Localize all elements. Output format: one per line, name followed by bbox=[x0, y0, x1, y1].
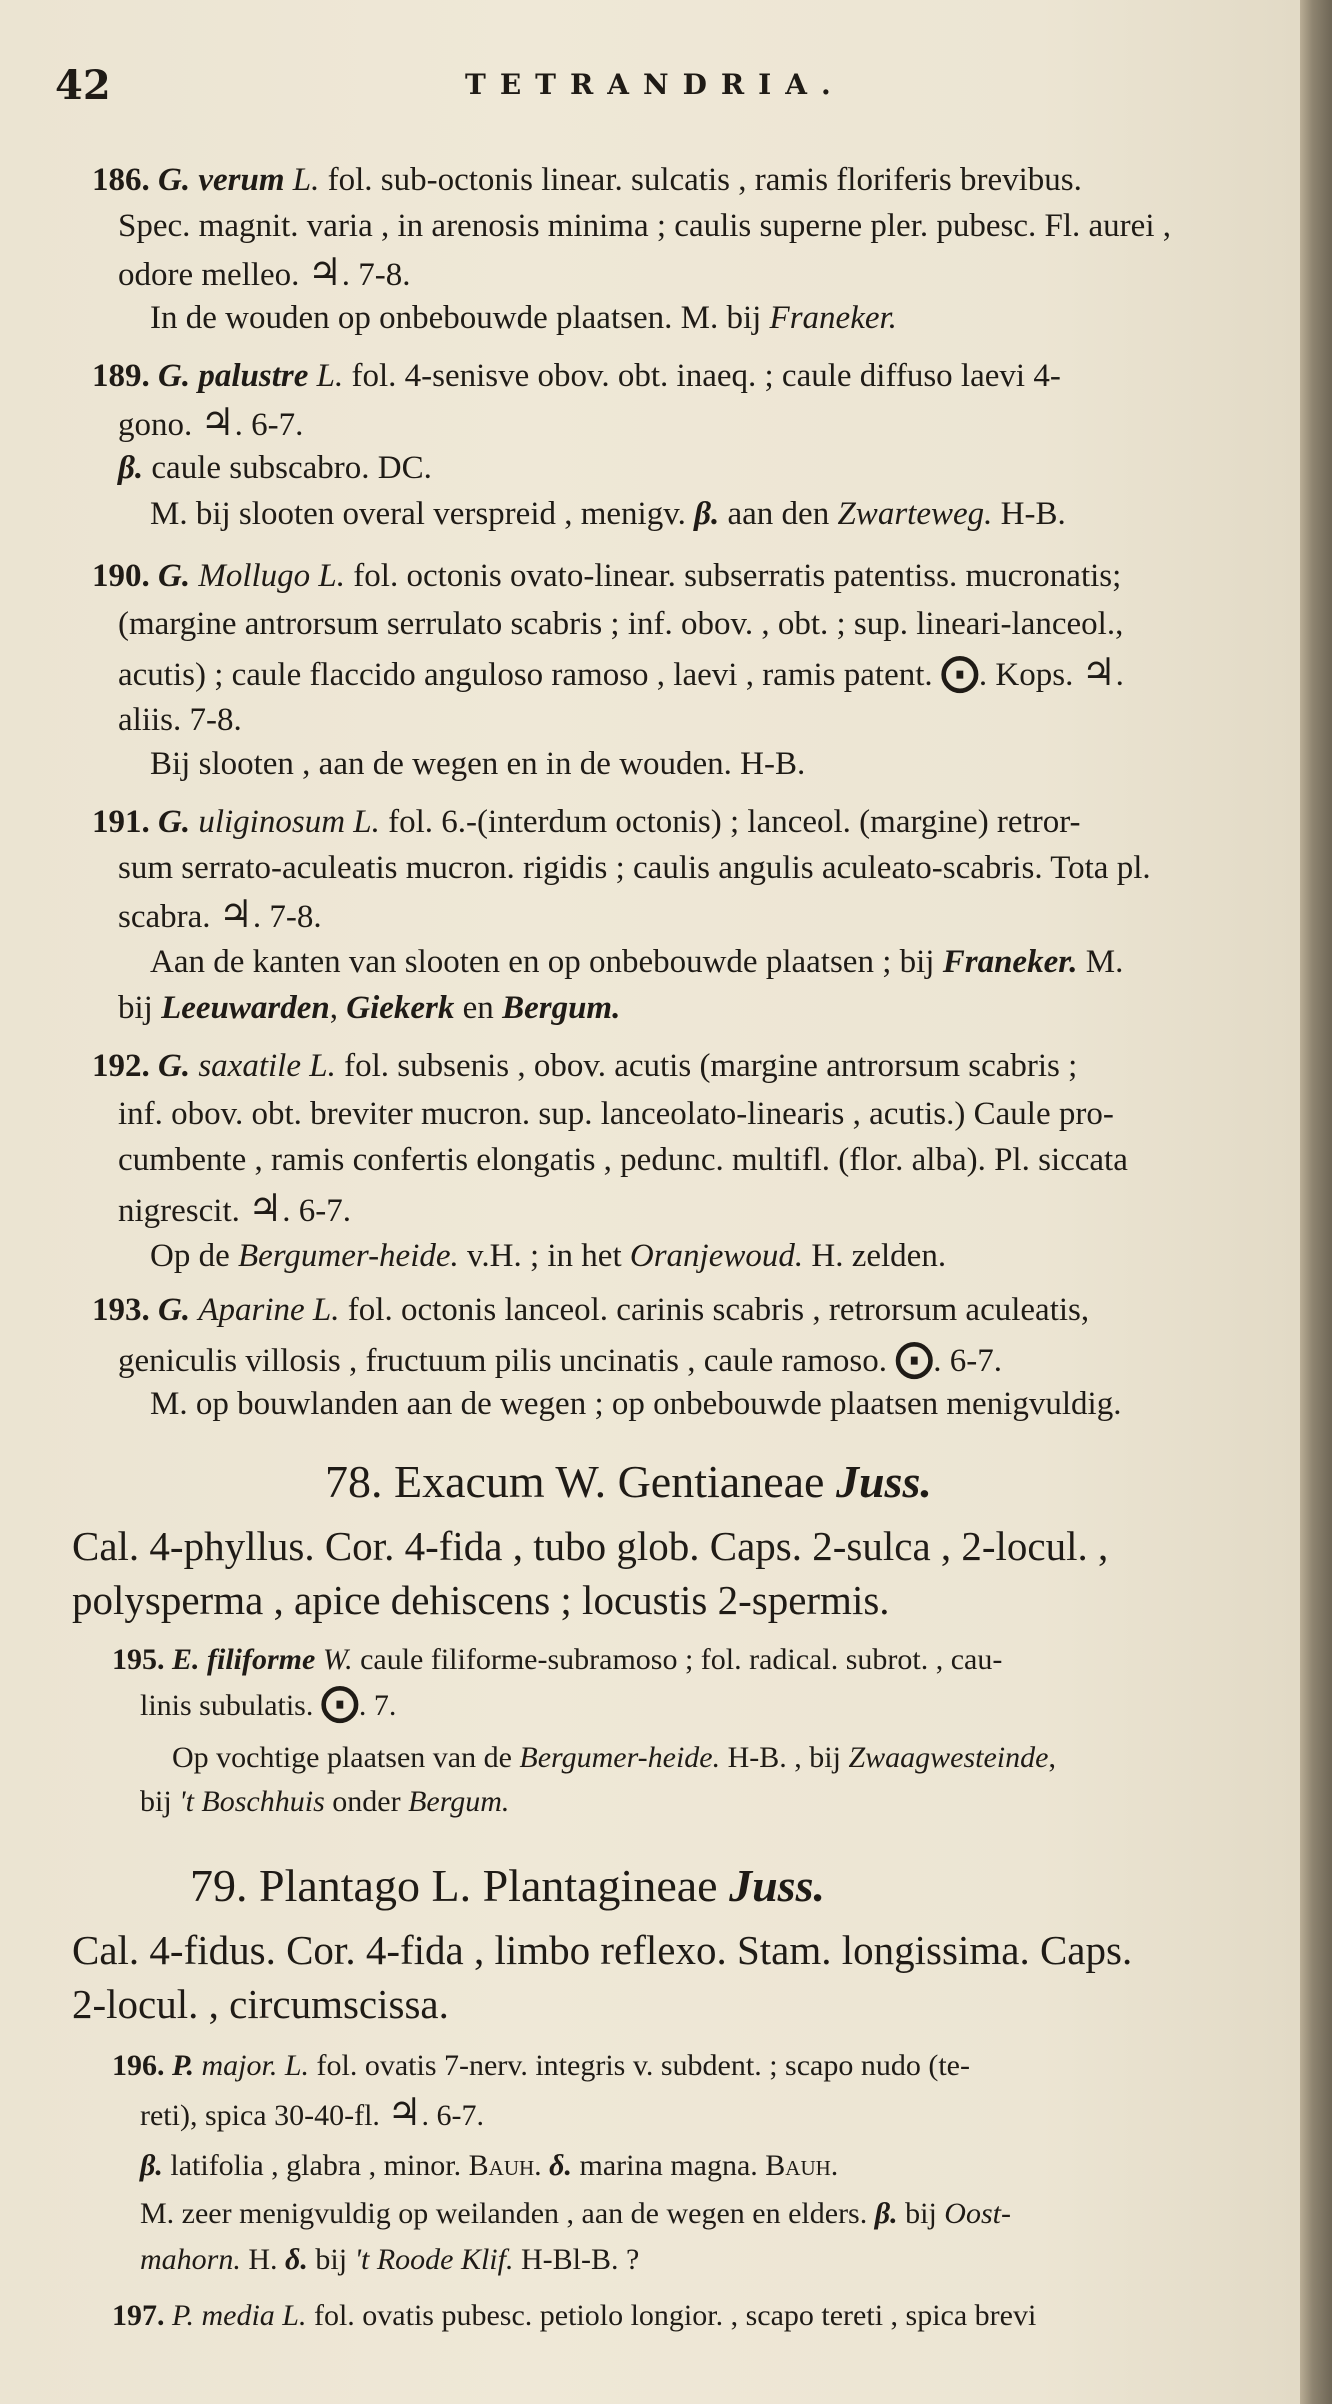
entry-190-line-2: (margine antrorsum serrulato scabris ; inf. obov. , obt. ; sup. lineari-lanceol., bbox=[118, 606, 1124, 642]
entry-191-line-4: Aan de kanten van slooten en op onbebouwde plaatsen ; bij Franeker. M. bbox=[150, 944, 1124, 980]
entry-190-line-1: 190. G. Mollugo L. fol. octonis ovato-linear. subserratis patentiss. mucronatis; bbox=[92, 558, 1122, 594]
entry-190-line-3: acutis) ; caule flaccido anguloso ramoso , laevi , ramis patent. ⨀. Kops. ♃. bbox=[118, 649, 1124, 694]
genus-79-heading: 79. Plantago L. Plantagineae Juss. bbox=[190, 1860, 825, 1911]
entry-189-line-1: 189. G. palustre L. fol. 4-senisve obov. obt. inaeq. ; caule diffuso laevi 4- bbox=[92, 358, 1061, 394]
genus-78-heading: 78. Exacum W. Gentianeae Juss. bbox=[325, 1456, 932, 1507]
entry-186-line-3: odore melleo. ♃. 7-8. bbox=[118, 249, 411, 294]
page-header bbox=[55, 62, 1255, 122]
perennial-symbol: ♃ bbox=[218, 891, 253, 936]
perennial-symbol: ♃ bbox=[387, 2089, 422, 2134]
entry-196-line-4: M. zeer menigvuldig op weilanden , aan de wegen en elders. β. bij Oost- bbox=[140, 2197, 1011, 2230]
annual-symbol: ⨀ bbox=[940, 649, 979, 694]
entry-192-line-3: cumbente , ramis confertis elongatis , pedunc. multifl. (flor. alba). Pl. siccata bbox=[118, 1142, 1128, 1178]
entry-195-line-2: linis subulatis. ⨀. 7. bbox=[140, 1679, 397, 1724]
entry-192-line-5: Op de Bergumer-heide. v.H. ; in het Oranjewoud. H. zelden. bbox=[150, 1238, 947, 1274]
entry-193-line-1: 193. G. Aparine L. fol. octonis lanceol. carinis scabris , retrorsum aculeatis, bbox=[92, 1292, 1090, 1328]
genus-79-description-1: Cal. 4-fidus. Cor. 4-fida , limbo reflexo. Stam. longissima. Caps. bbox=[72, 1927, 1133, 1973]
entry-196-line-1: 196. P. major. L. fol. ovatis 7-nerv. integris v. subdent. ; scapo nudo (te- bbox=[112, 2049, 970, 2082]
entry-190-line-4: aliis. 7-8. bbox=[118, 702, 242, 738]
entry-186-line-2: Spec. magnit. varia , in arenosis minima ; caulis superne pler. pubesc. Fl. aurei , bbox=[118, 208, 1171, 244]
entry-191-line-2: sum serrato-aculeatis mucron. rigidis ; caulis angulis aculeato-scabris. Tota pl. bbox=[118, 850, 1151, 886]
entry-186-line-1: 186. G. verum L. fol. sub-octonis linear. sulcatis , ramis floriferis brevibus. bbox=[92, 162, 1082, 198]
entry-193-line-2: geniculis villosis , fructuum pilis uncinatis , caule ramoso. ⨀. 6-7. bbox=[118, 1335, 1002, 1380]
running-head: TETRANDRIA. bbox=[465, 68, 845, 101]
page-edge bbox=[1300, 0, 1332, 2404]
entry-191-line-5: bij Leeuwarden, Giekerk en Bergum. bbox=[118, 990, 621, 1026]
perennial-symbol: ♃ bbox=[307, 249, 342, 294]
entry-197-line-1: 197. P. media L. fol. ovatis pubesc. petiolo longior. , scapo tereti , spica brevi bbox=[112, 2299, 1037, 2332]
page-number: 42 bbox=[55, 62, 111, 109]
annual-symbol: ⨀ bbox=[895, 1335, 934, 1380]
entry-195-line-1: 195. E. filiforme W. caule filiforme-subramoso ; fol. radical. subrot. , cau- bbox=[112, 1643, 1003, 1676]
entry-192-line-2: inf. obov. obt. breviter mucron. sup. lanceolato-linearis , acutis.) Caule pro- bbox=[118, 1096, 1114, 1132]
entry-192-line-4: nigrescit. ♃. 6-7. bbox=[118, 1185, 351, 1230]
entry-196-line-3: β. latifolia , glabra , minor. Bauh. δ. marina magna. Bauh. bbox=[140, 2149, 839, 2182]
entry-189-line-3: β. caule subscabro. DC. bbox=[118, 450, 432, 486]
entry-191-line-3: scabra. ♃. 7-8. bbox=[118, 891, 322, 936]
entry-195-line-3: Op vochtige plaatsen van de Bergumer-heide. H-B. , bij Zwaagwesteinde, bbox=[172, 1741, 1056, 1774]
entry-196-line-2: reti), spica 30-40-fl. ♃. 6-7. bbox=[140, 2089, 484, 2134]
entry-191-line-1: 191. G. uliginosum L. fol. 6.-(interdum octonis) ; lanceol. (margine) retror- bbox=[92, 804, 1081, 840]
entry-189-line-2: gono. ♃. 6-7. bbox=[118, 399, 304, 444]
entry-186-line-4: In de wouden op onbebouwde plaatsen. M. bij Franeker. bbox=[150, 300, 897, 336]
entry-189-line-4: M. bij slooten overal verspreid , menigv. β. aan den Zwarteweg. H-B. bbox=[150, 496, 1066, 532]
genus-79-description-2: 2-locul. , circumscissa. bbox=[72, 1981, 449, 2027]
annual-symbol: ⨀ bbox=[320, 1679, 359, 1724]
entry-193-line-3: M. op bouwlanden aan de wegen ; op onbebouwde plaatsen menigvuldig. bbox=[150, 1386, 1122, 1422]
perennial-symbol: ♃ bbox=[1081, 649, 1116, 694]
perennial-symbol: ♃ bbox=[200, 399, 235, 444]
perennial-symbol: ♃ bbox=[248, 1185, 283, 1230]
entry-192-line-1: 192. G. saxatile L. fol. subsenis , obov. acutis (margine antrorsum scabris ; bbox=[92, 1048, 1078, 1084]
entry-195-line-4: bij 't Boschhuis onder Bergum. bbox=[140, 1785, 510, 1818]
genus-78-description-2: polysperma , apice dehiscens ; locustis 2-spermis. bbox=[72, 1577, 890, 1623]
entry-196-line-5: mahorn. H. δ. bij 't Roode Klif. H-Bl-B. ? bbox=[140, 2243, 640, 2276]
genus-78-description-1: Cal. 4-phyllus. Cor. 4-fida , tubo glob. Caps. 2-sulca , 2-locul. , bbox=[72, 1523, 1109, 1569]
entry-190-line-5: Bij slooten , aan de wegen en in de wouden. H-B. bbox=[150, 746, 806, 782]
